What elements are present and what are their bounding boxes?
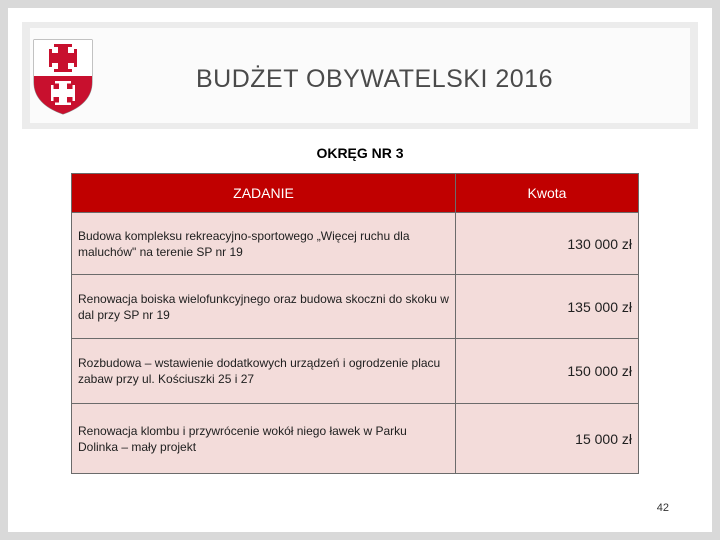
budget-table: [71, 173, 639, 474]
task-cell: Rozbudowa – wstawienie dodatkowych urządzeń i ogrodzenie placu zabaw przy ul. Kościuszki 25 i 27: [72, 339, 456, 404]
coat-of-arms-icon: [32, 38, 94, 116]
task-cell: Budowa kompleksu rekreacyjno-sportowego „Więcej ruchu dla maluchów" na terenie SP nr 19: [72, 213, 456, 275]
amount-cell: 135 000 zł: [456, 275, 639, 339]
slide: [8, 8, 712, 532]
task-cell: Renowacja klombu i przywrócenie wokół niego ławek w Parku Dolinka – mały projekt: [72, 404, 456, 474]
amount-cell: 15 000 zł: [456, 404, 639, 474]
amount-cell: 150 000 zł: [456, 339, 639, 404]
task-cell: Renowacja boiska wielofunkcyjnego oraz budowa skoczni do skoku w dal przy SP nr 19: [72, 275, 456, 339]
table-row: [72, 275, 639, 339]
amount-cell: 130 000 zł: [456, 213, 639, 275]
column-header-task: ZADANIE: [72, 174, 456, 213]
table-row: [72, 404, 639, 474]
page-title: BUDŻET OBYWATELSKI 2016: [196, 65, 553, 93]
table-row: [72, 213, 639, 275]
district-heading: OKRĘG NR 3: [316, 145, 404, 161]
table-row: [72, 339, 639, 404]
page-number: 42: [656, 502, 669, 514]
table-header-row: [72, 174, 639, 213]
column-header-amount: Kwota: [456, 174, 639, 213]
